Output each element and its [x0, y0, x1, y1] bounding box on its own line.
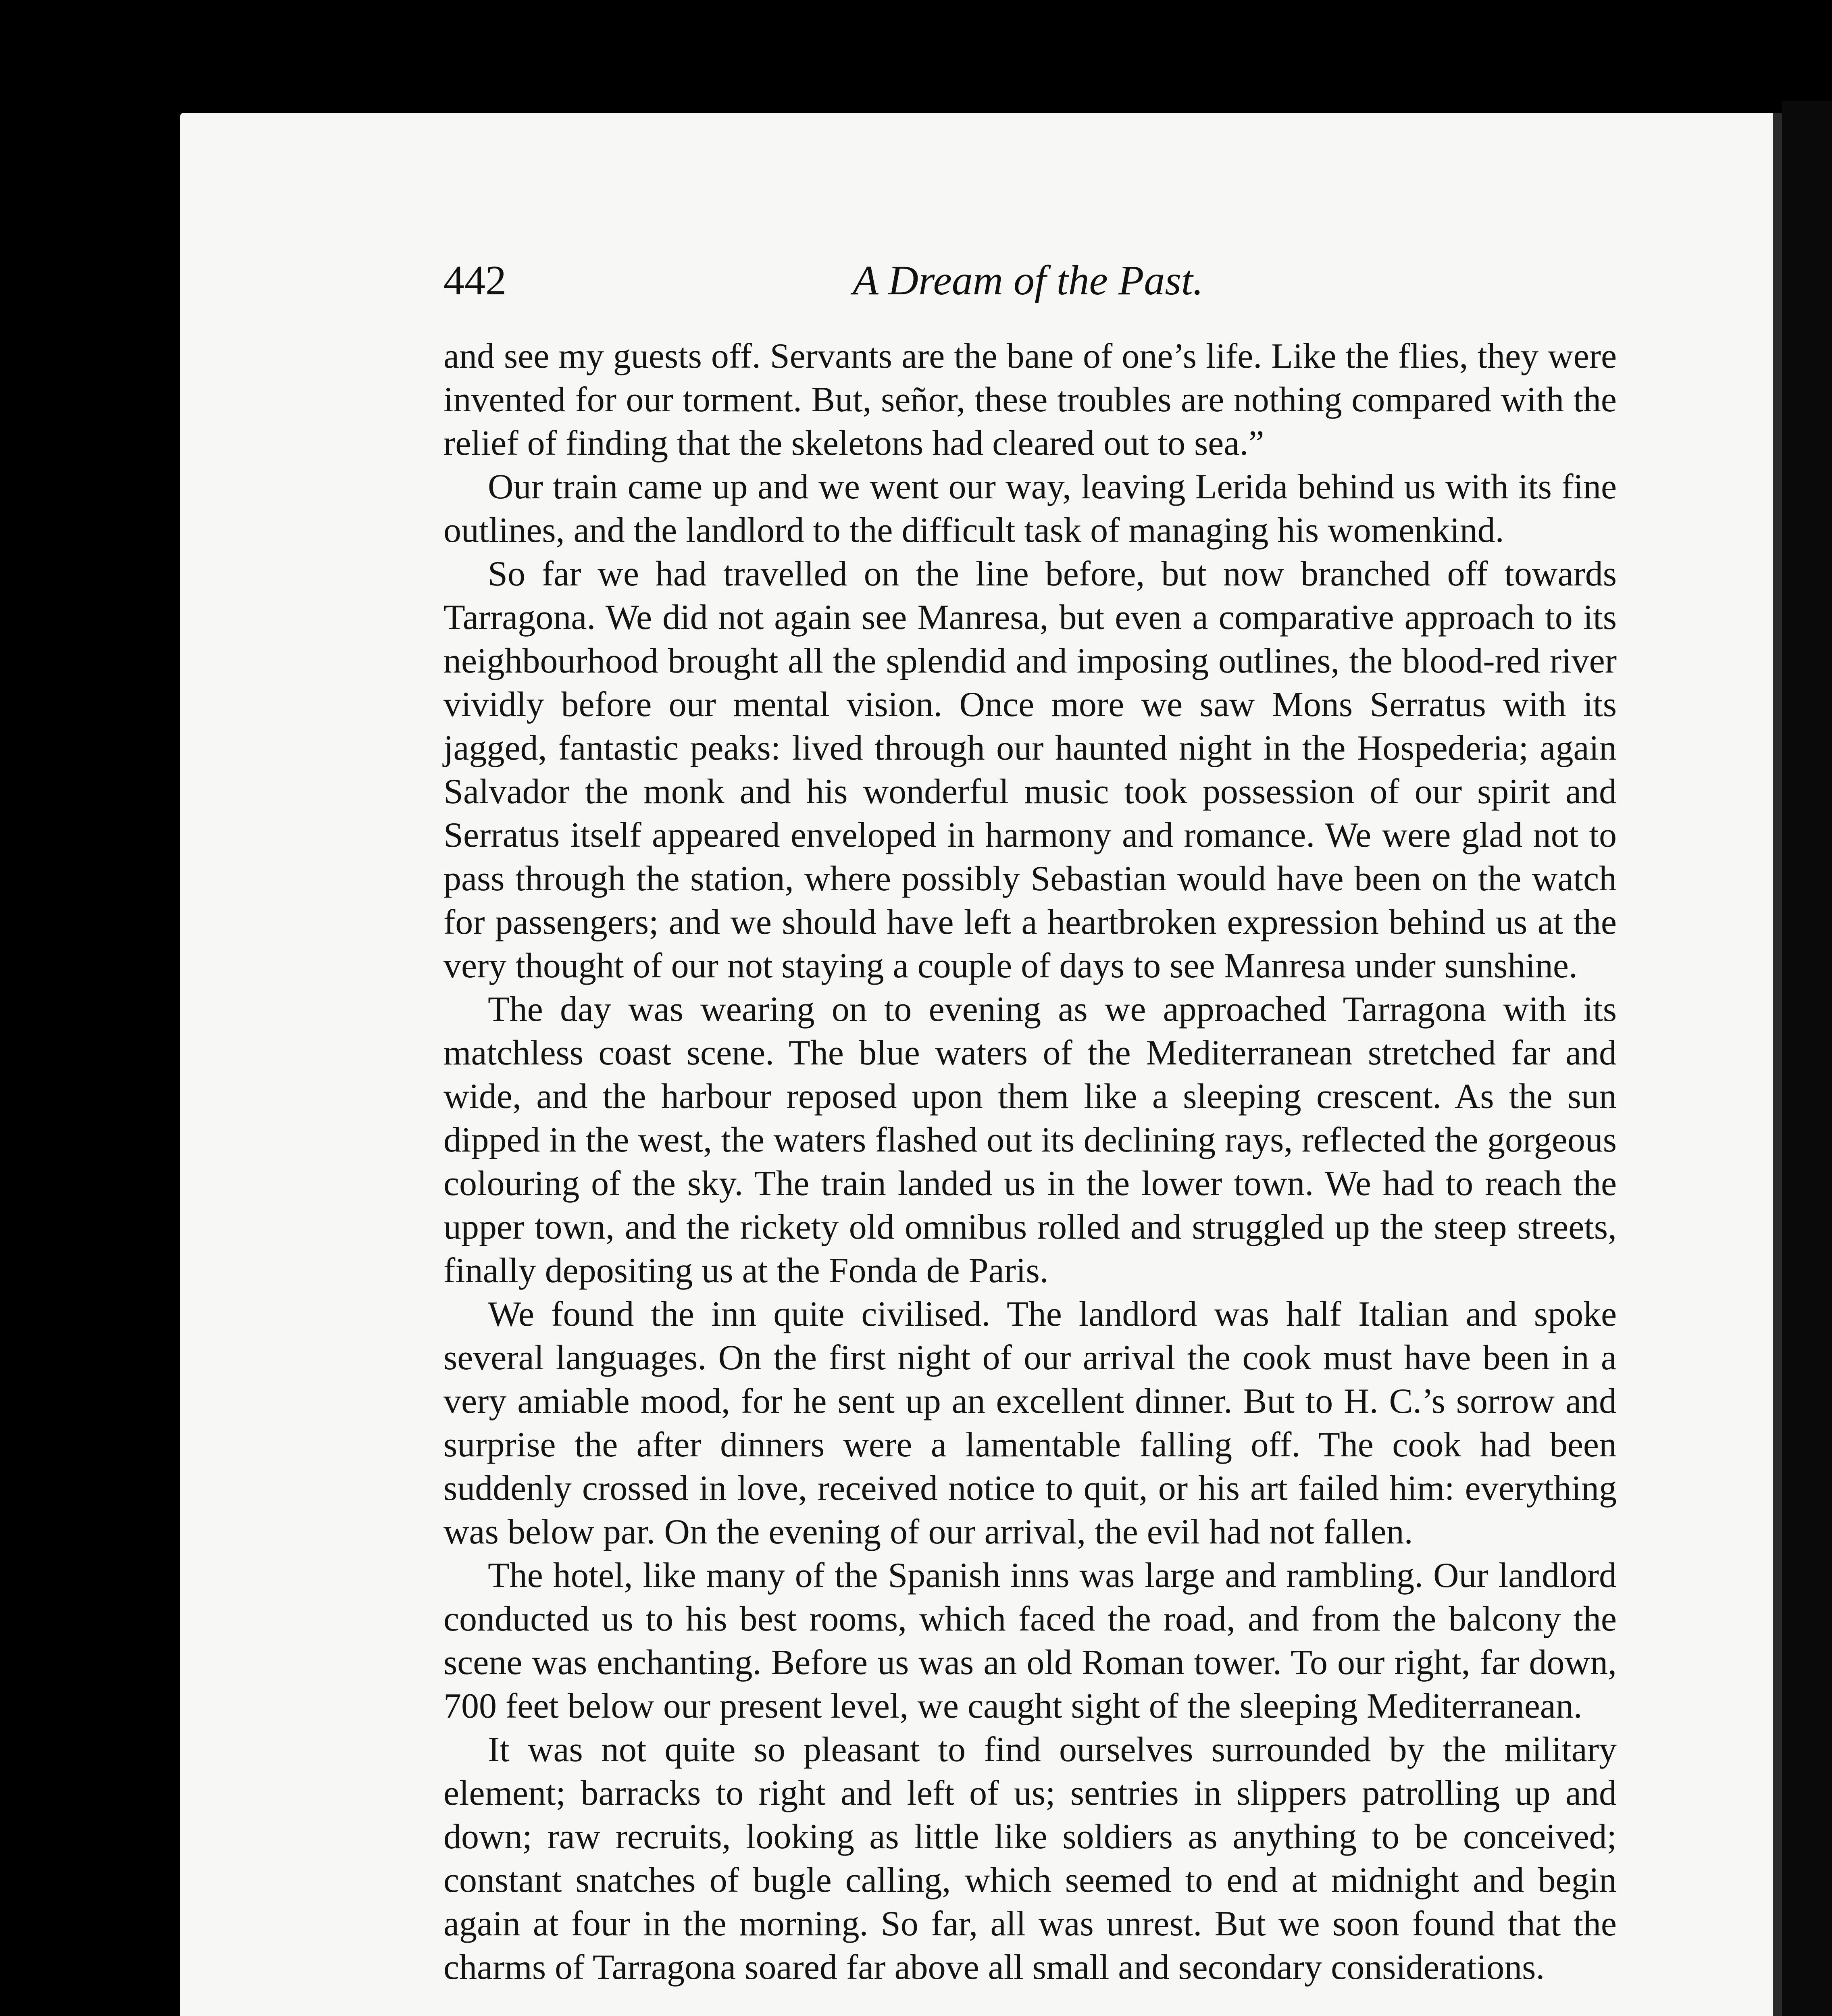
paragraph: We found the inn quite civilised. The landlord was half Italian and spoke several languages. On the first night of our arrival the cook must have been in a very amiable mood, for he sent up an excellent dinner. But to H. C.’s sorrow and surprise the after dinners were a lamentable falling off. The cook had been suddenly crossed in love, received notice to quit, or his art failed him: everything was below par. On the evening of our arrival, the evil had not fallen.: [443, 1295, 1617, 1552]
paragraph: It was not quite so pleasant to find ourselves surrounded by the military element; barracks to right and left of us; sentries in slippers patrolling up and down; raw recruits, looking as little like soldiers as anything to be conceived; constant snatches of bugle calling, which seemed to end at midnight and begin again at four in the morning. So far, all was unrest. But we soon found that the charms of Tarragona soared far above all small and secondary considerations.: [443, 1730, 1617, 1987]
paragraph: Our train came up and we went our way, leaving Lerida behind us with its fine outlines, and the landlord to the difficult task of managing his womenkind.: [443, 467, 1617, 550]
next-page-edge: [1782, 101, 1832, 2016]
paragraph: The hotel, like many of the Spanish inns was large and rambling. Our landlord conducted us to his best rooms, which faced the road, and from the balcony the scene was enchanting. Before us was an old Roman tower. To our right, far down, 700 feet below our present level, we caught sight of the sleeping Mediterranean.: [443, 1556, 1617, 1726]
page-number: 442: [443, 257, 506, 304]
running-title: A Dream of the Past.: [853, 257, 1203, 304]
paragraph: So far we had travelled on the line before, but now branched off towards Tarragona. We did not again see Manresa, but even a comparative approach to its neighbourhood brought all the splendid and imposing outlines, the blood-red river vividly before our mental vision. Once more we saw Mons Serratus with its jagged, fantastic peaks: lived through our haunted night in the Hospederia; again Salvador the monk and his wonderful music took possession of our spirit and Serratus itself appeared enveloped in harmony and romance. We were glad not to pass through the station, where possibly Sebastian would have been on the watch for passengers; and we should have left a heartbroken expression behind us at the very thought of our not staying a couple of days to see Manresa under sunshine.: [443, 554, 1617, 985]
page-edge-shadow: [1773, 113, 1782, 2016]
body-text: [443, 335, 1617, 1989]
running-header: [443, 242, 1613, 306]
paragraph: and see my guests off. Servants are the bane of one’s life. Like the flies, they were invented for our torment. But, señor, these troubles are nothing compared with the relief of finding that the skeletons had cleared out to sea.”: [443, 337, 1617, 463]
paragraph: The day was wearing on to evening as we approached Tarragona with its matchless coast scene. The blue waters of the Mediterranean stretched far and wide, and the harbour reposed upon them like a sleeping crescent. As the sun dipped in the west, the waters flashed out its declining rays, reflected the gorgeous colouring of the sky. The train landed us in the lower town. We had to reach the upper town, and the rickety old omnibus rolled and struggled up the steep streets, finally depositing us at the Fonda de Paris.: [443, 990, 1617, 1290]
